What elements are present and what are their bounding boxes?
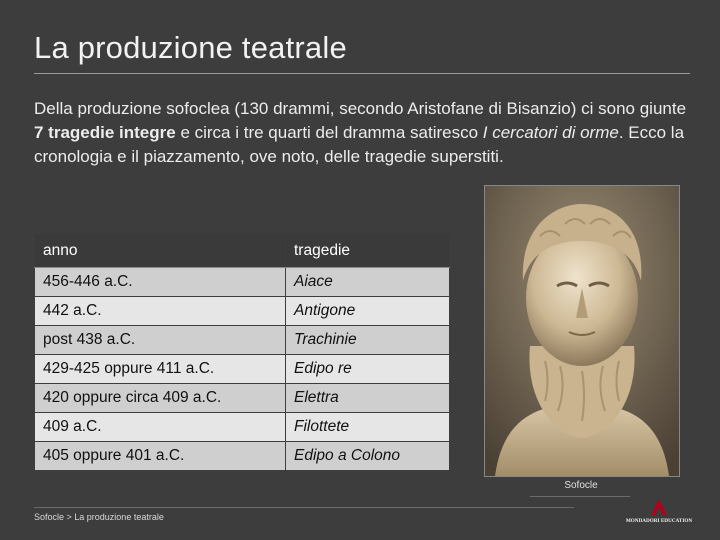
caption-divider xyxy=(530,496,630,497)
table-row xyxy=(35,326,450,355)
slide-title: La produzione teatrale xyxy=(34,30,347,65)
cell-tragedy: Elettra xyxy=(286,384,450,413)
header-anno: anno xyxy=(35,234,286,268)
intro-italic: I cercatori di orme xyxy=(482,123,619,142)
svg-text:MONDADORI EDUCATION: MONDADORI EDUCATION xyxy=(625,518,693,524)
chronology-table xyxy=(34,233,450,471)
footer-breadcrumb: Sofocle > La produzione teatrale xyxy=(34,512,164,522)
cell-year: post 438 a.C. xyxy=(35,326,286,355)
table-row xyxy=(35,297,450,326)
footer-divider xyxy=(34,507,574,508)
cell-year: 429-425 oppure 411 a.C. xyxy=(35,355,286,384)
intro-paragraph xyxy=(34,97,694,169)
intro-text-2: e circa i tre quarti del dramma satiresco xyxy=(175,123,483,142)
mondadori-education-logo xyxy=(618,497,700,525)
table-row xyxy=(35,413,450,442)
cell-year: 442 a.C. xyxy=(35,297,286,326)
table-row xyxy=(35,384,450,413)
intro-bold: 7 tragedie integre xyxy=(34,123,176,142)
header-tragedie: tragedie xyxy=(286,234,450,268)
cell-tragedy: Edipo a Colono xyxy=(286,442,450,471)
image-caption: Sofocle xyxy=(564,480,598,491)
cell-year: 405 oppure 401 a.C. xyxy=(35,442,286,471)
cell-tragedy: Filottete xyxy=(286,413,450,442)
table-header-row xyxy=(35,234,450,268)
cell-year: 456-446 a.C. xyxy=(35,268,286,297)
sophocles-bust-image xyxy=(484,185,680,477)
cell-tragedy: Trachinie xyxy=(286,326,450,355)
cell-tragedy: Edipo re xyxy=(286,355,450,384)
intro-text-3: . Ecco la cronologia e il piazzamento, ove noto, delle tragedie superstiti. xyxy=(34,123,685,166)
table-row xyxy=(35,268,450,297)
table-row xyxy=(35,355,450,384)
cell-tragedy: Aiace xyxy=(286,268,450,297)
cell-year: 409 a.C. xyxy=(35,413,286,442)
cell-tragedy: Antigone xyxy=(286,297,450,326)
cell-year: 420 oppure circa 409 a.C. xyxy=(35,384,286,413)
title-divider xyxy=(34,73,690,74)
intro-text-1: Della produzione sofoclea (130 drammi, secondo Aristofane di Bisanzio) ci sono giunte xyxy=(34,99,687,118)
table-row xyxy=(35,442,450,471)
